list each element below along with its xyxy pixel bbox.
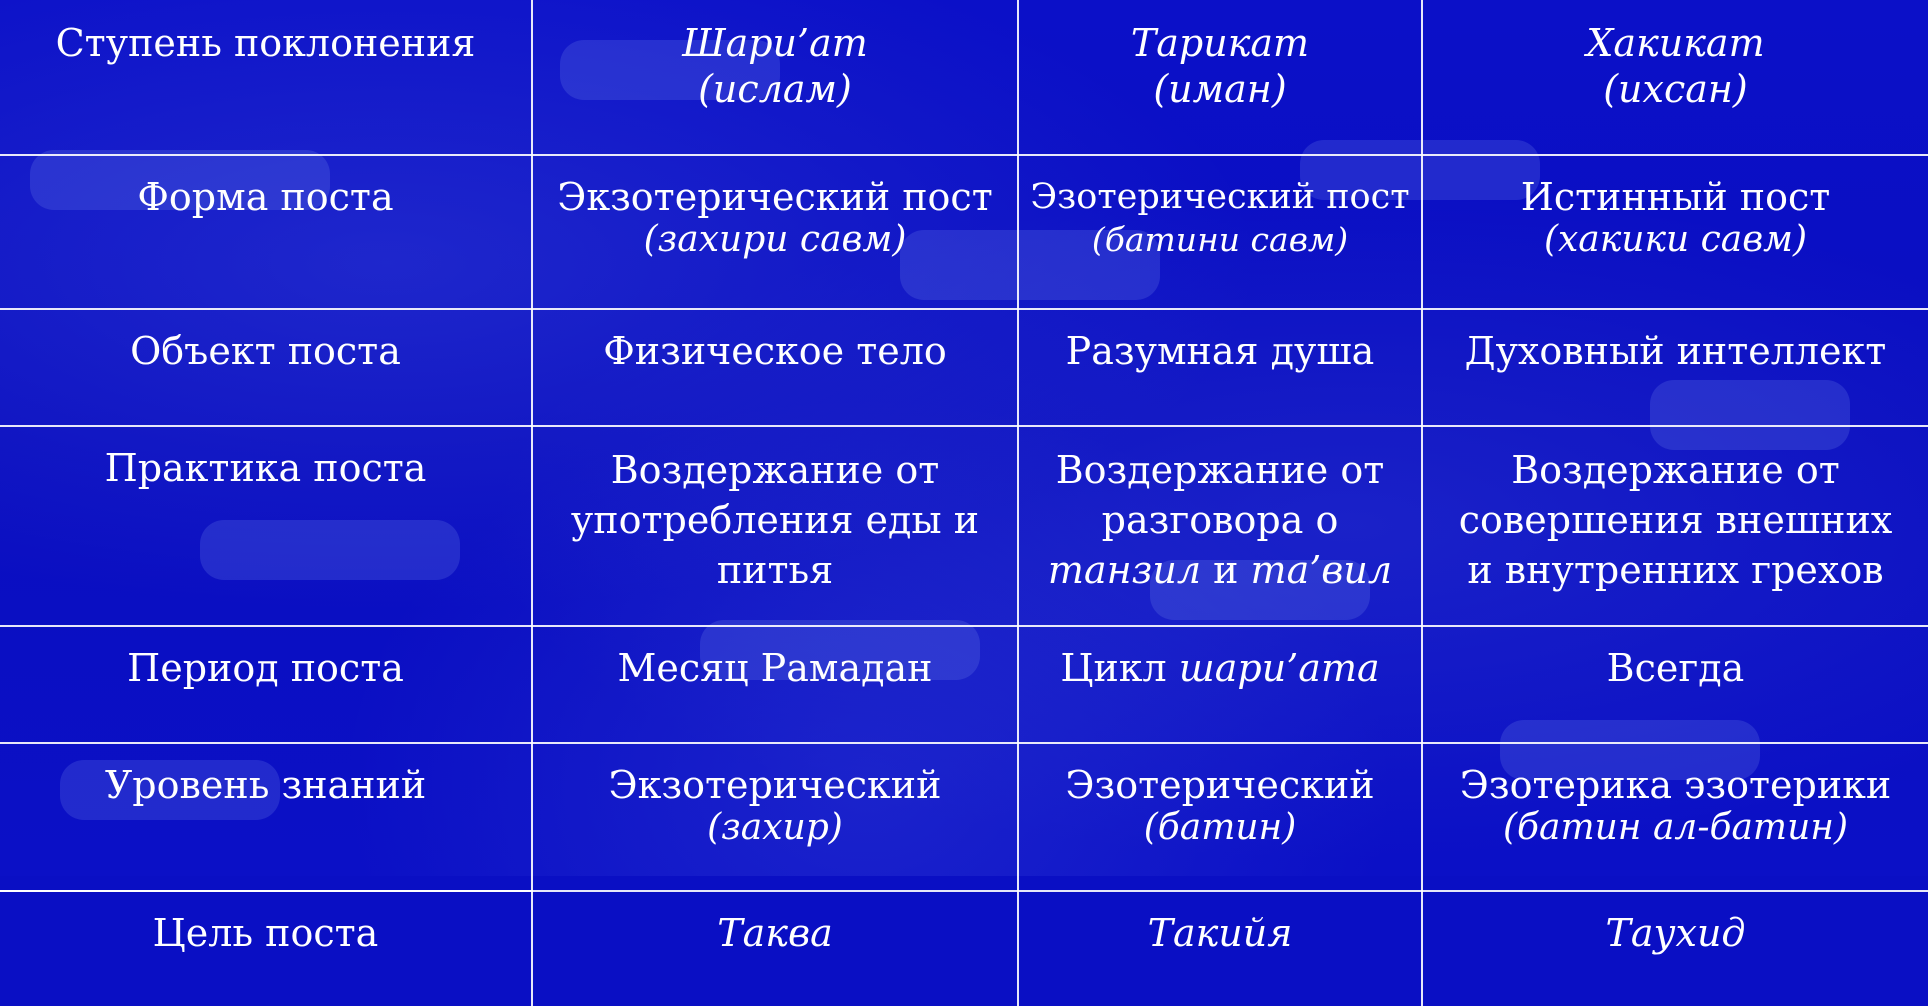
table-cell (532, 743, 1018, 891)
table-cell: Месяц Рамадан (532, 626, 1018, 743)
cell-text: Эзотерика эзотерики (1459, 763, 1892, 807)
italic-term: шари’ата (1178, 646, 1380, 690)
row-label: Объект поста (0, 309, 532, 426)
cell-line: питья (716, 548, 834, 592)
cell-line: и внутренних грехов (1467, 548, 1884, 592)
table-cell (1018, 743, 1422, 891)
cell-text: Эзотерический (1065, 763, 1375, 807)
column-subtitle: (ихсан) (1603, 67, 1748, 111)
row-label: Цель поста (0, 891, 532, 1006)
table-cell (532, 891, 1018, 1006)
table-cell (1018, 426, 1422, 626)
column-header-tarikat (1018, 0, 1422, 155)
table-cell (1422, 155, 1928, 309)
table-row (0, 743, 1928, 891)
table-cell (1422, 743, 1928, 891)
cell-subtext: (батини савм) (1091, 220, 1349, 259)
cell-text: Экзотерический (608, 763, 942, 807)
table-cell (1018, 626, 1422, 743)
cell-text: Таква (717, 911, 833, 955)
column-title: Тарикат (1130, 21, 1310, 65)
cell-line-mixed (1025, 545, 1415, 595)
column-subtitle: (иман) (1153, 67, 1287, 111)
row-label-header (0, 0, 532, 155)
table-cell (1018, 155, 1422, 309)
row-label: Форма поста (0, 155, 532, 309)
cell-text: Такийя (1147, 911, 1293, 955)
header-row (0, 0, 1928, 155)
cell-text: Таухид (1605, 911, 1746, 955)
table-cell: Духовный интеллект (1422, 309, 1928, 426)
table-cell: Всегда (1422, 626, 1928, 743)
column-header-hakikat (1422, 0, 1928, 155)
cell-line: Воздержание от (1511, 448, 1840, 492)
table-cell (532, 426, 1018, 626)
table-cell (1018, 891, 1422, 1006)
table-row (0, 426, 1928, 626)
table-cell (532, 155, 1018, 309)
row-label: Уровень знаний (0, 743, 532, 891)
cell-subtext: (батин) (1143, 807, 1297, 848)
cell-line: разговора о (1101, 498, 1339, 542)
cell-text: Цикл (1060, 646, 1179, 690)
cell-subtext: (захир) (707, 807, 843, 848)
table-cell: Разумная душа (1018, 309, 1422, 426)
cell-subtext: (захири савм) (643, 219, 907, 260)
italic-term: танзил (1047, 548, 1202, 592)
cell-subtext: (хакики савм) (1543, 219, 1808, 260)
cell-line: совершения внешних (1458, 498, 1893, 542)
table-cell (1422, 426, 1928, 626)
table-row (0, 891, 1928, 1006)
cell-text: Экзотерический пост (557, 175, 993, 219)
row-label: Практика поста (0, 426, 532, 626)
cell-text: Истинный пост (1520, 175, 1831, 219)
table-row (0, 626, 1928, 743)
column-title: Шари’ат (682, 21, 868, 65)
column-subtitle: (ислам) (698, 67, 852, 111)
table-cell (1422, 891, 1928, 1006)
column-header-shariat (532, 0, 1018, 155)
table-row (0, 309, 1928, 426)
row-label: Период поста (0, 626, 532, 743)
cell-line: употребления еды и (570, 498, 980, 542)
italic-term: та’вил (1250, 548, 1393, 592)
cell-text: Эзотерический пост (1030, 177, 1410, 217)
cell-line: Воздержание от (1055, 448, 1385, 492)
column-title: Хакикат (1586, 21, 1765, 65)
table-row (0, 155, 1928, 309)
header-row-label: Ступень поклонения (55, 21, 476, 65)
table-cell: Физическое тело (532, 309, 1018, 426)
cell-line: Воздержание от (610, 448, 940, 492)
cell-subtext: (батин ал-батин) (1502, 807, 1849, 848)
conjunction: и (1201, 548, 1251, 592)
